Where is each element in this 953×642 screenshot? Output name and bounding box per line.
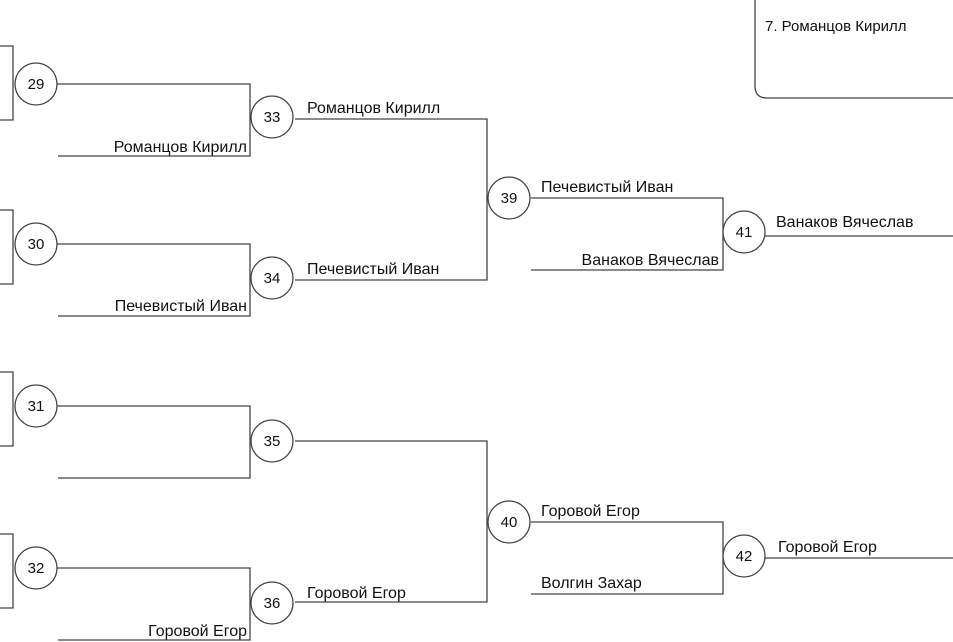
match-41 [723,211,953,253]
match-32 [15,547,250,640]
standings-box-frame [755,0,953,98]
match-40 [488,501,723,594]
player-name: Ванаков Вячеслав [776,214,914,231]
match-35-number: 35 [263,433,281,450]
match-35-36 [251,420,487,624]
player-name: Романцов Кирилл [307,100,441,117]
match-39 [488,177,723,270]
match-36-number: 36 [263,595,281,612]
match-31 [15,385,250,478]
match-42 [723,535,953,577]
standings-box-text: 7. Романцов Кирилл [765,18,907,35]
player-name: Волгин Захар [541,575,642,592]
player-name: Романцов Кирилл [113,139,247,156]
match-32-number: 32 [27,560,45,577]
match-39-number: 39 [500,190,518,207]
match-41-number: 41 [735,224,753,241]
match-33-34 [251,96,487,299]
player-name: Печевистый Иван [541,179,674,196]
match-29 [15,63,250,156]
player-name: Печевистый Иван [114,298,247,315]
match-42-number: 42 [735,548,753,565]
match-29-number: 29 [27,76,45,93]
match-30 [15,223,250,316]
player-name: Ванаков Вячеслав [581,252,719,269]
match-30-number: 30 [27,236,45,253]
player-name: Горовой Егор [307,585,406,602]
player-name: Горовой Егор [778,539,877,556]
match-40-number: 40 [500,514,518,531]
player-name: Горовой Егор [148,623,247,640]
match-33-number: 33 [263,109,281,126]
match-34-number: 34 [263,270,281,287]
left-stubs [0,46,13,608]
player-name: Горовой Егор [541,503,640,520]
match-31-number: 31 [27,398,45,415]
player-name: Печевистый Иван [307,261,440,278]
